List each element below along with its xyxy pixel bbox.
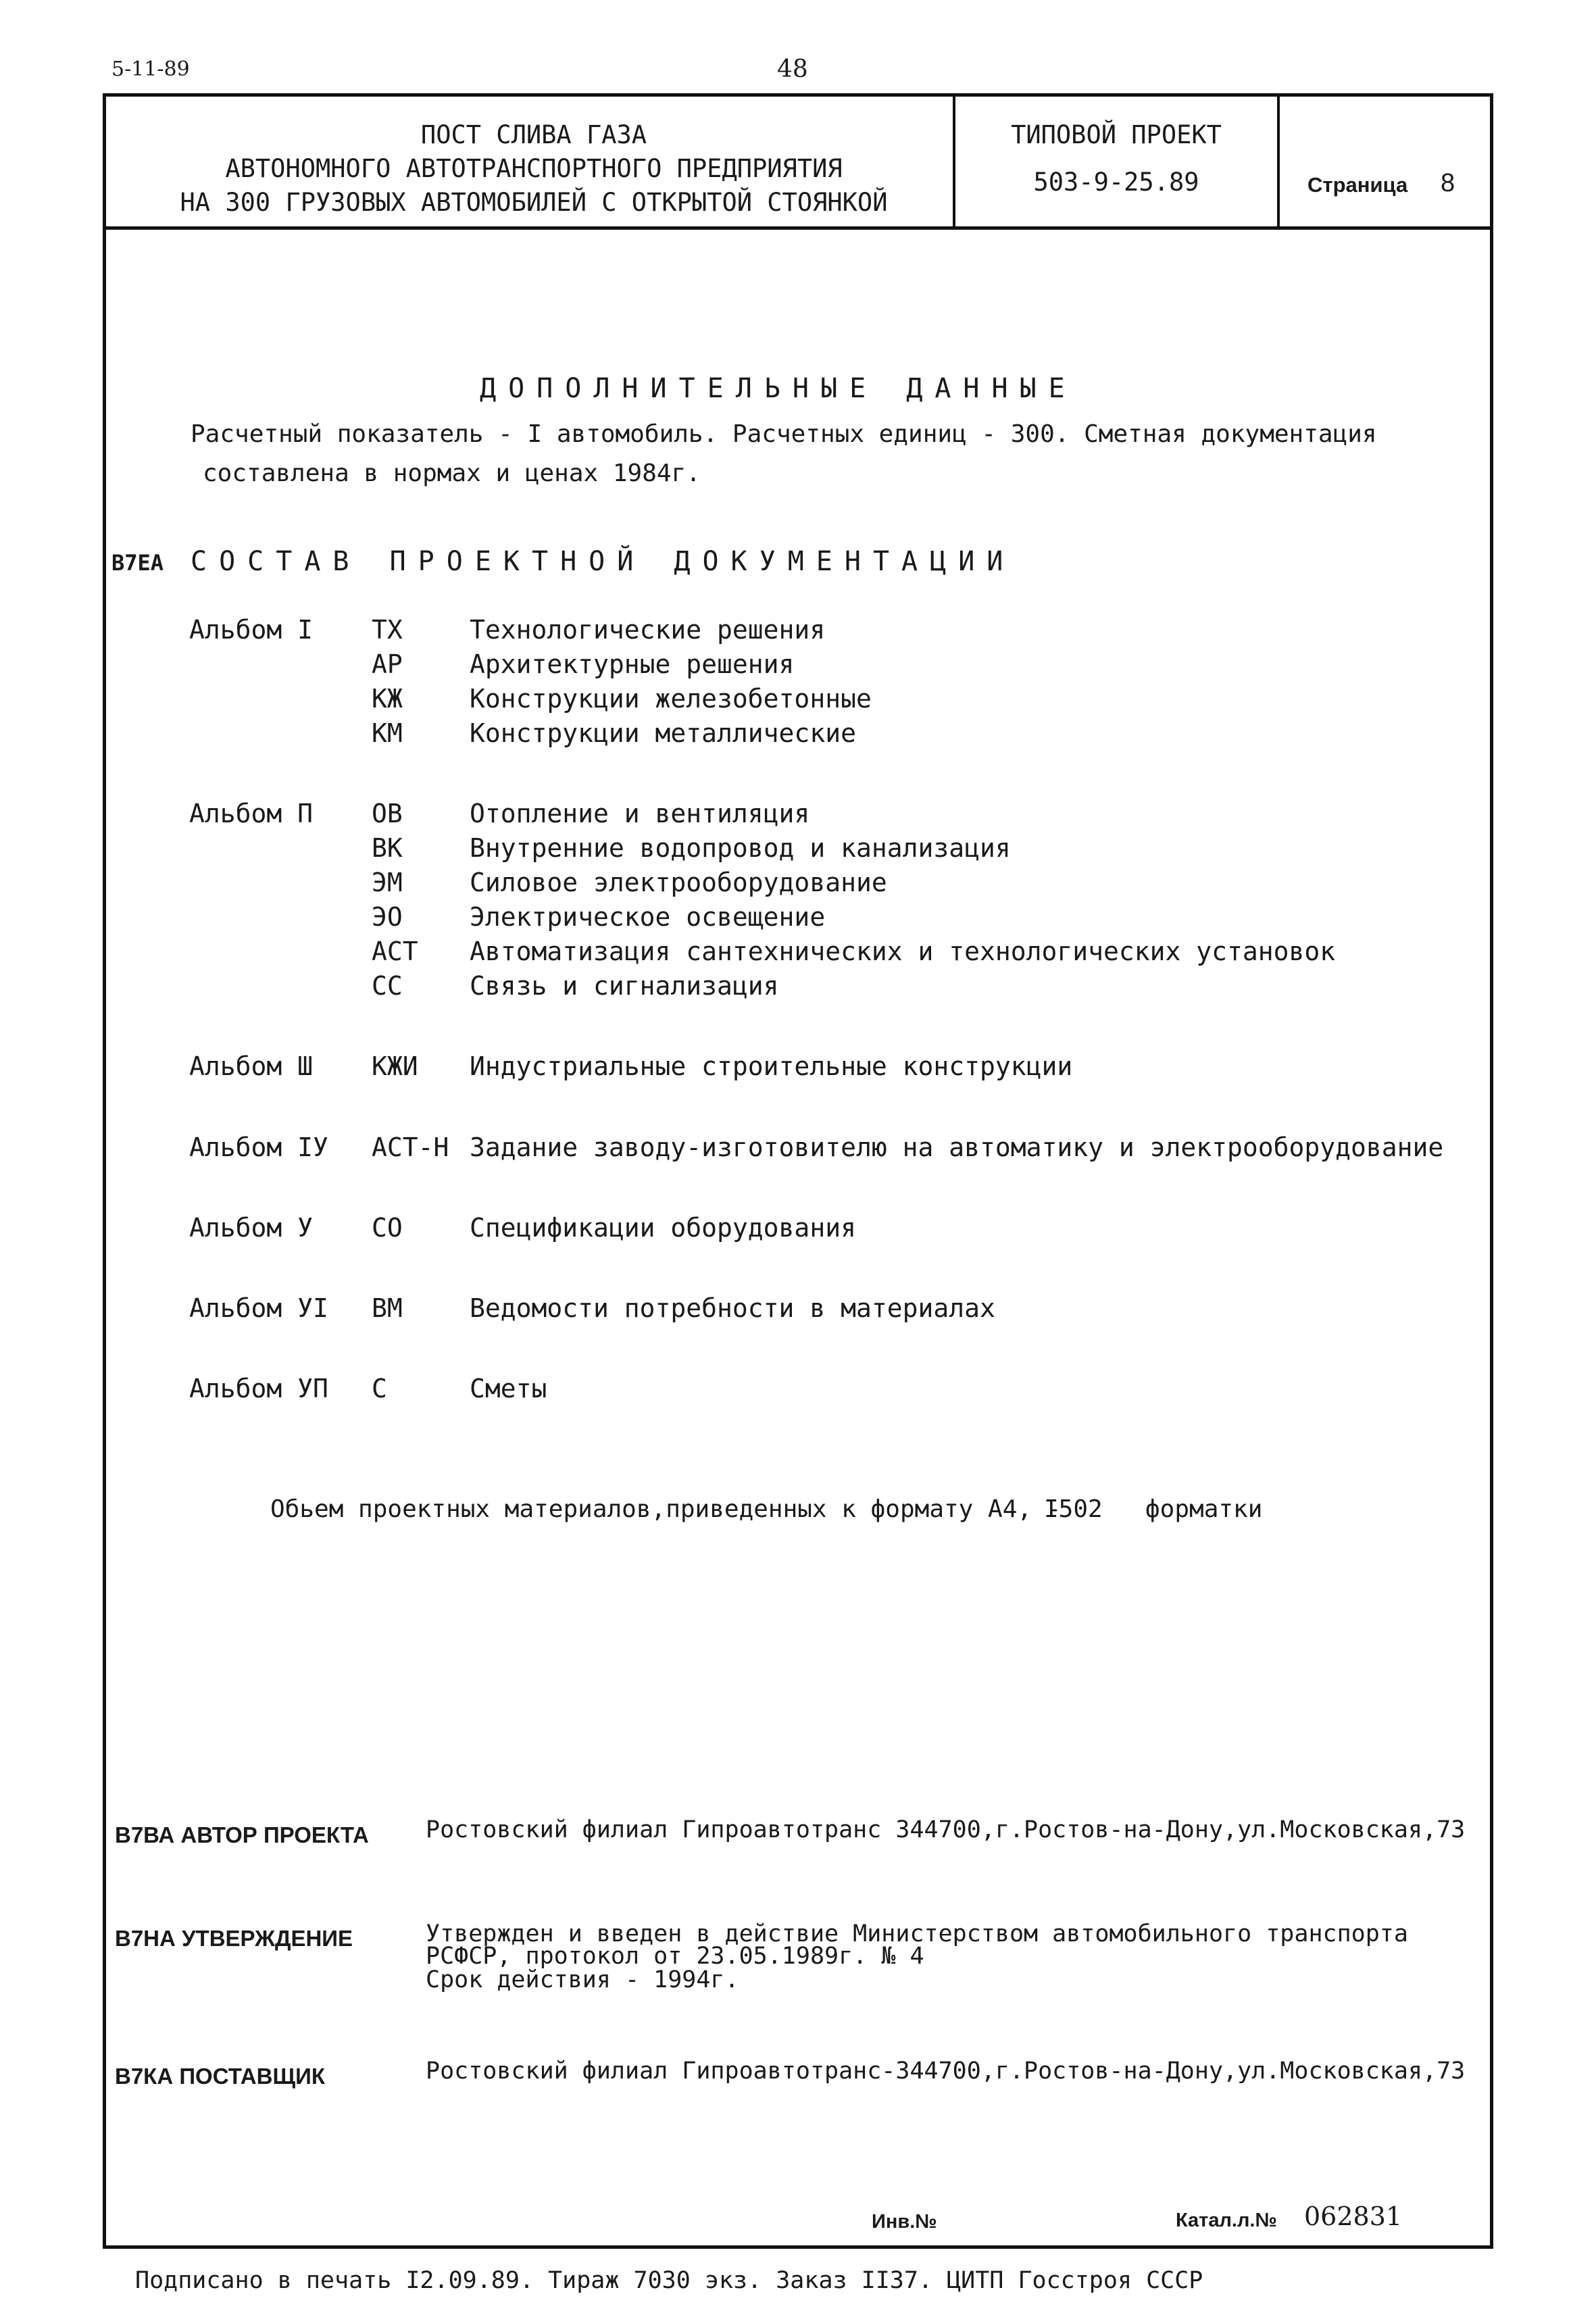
doc-desc: Конструкции металлические [470,718,856,748]
project-number: 503-9-25.89 [1033,168,1199,197]
additional-line-2: составлена в нормах и ценах 1984г. [203,459,701,487]
page-value: 8 [1441,169,1455,197]
doc-code: ВК [372,833,403,863]
volume-value: I502 [1044,1495,1103,1523]
catalog-value: 062831 [1304,2201,1403,2231]
album-label: Альбом Ш [189,1051,314,1081]
album-label: Альбом П [189,799,314,828]
doc-code: ВМ [372,1293,403,1323]
doc-desc: Индустриальные строительные конструкции [470,1051,1073,1081]
composition-title: СОСТАВ ПРОЕКТНОЙ ДОКУМЕНТАЦИИ [191,546,1016,577]
doc-desc: Архитектурные решения [470,649,795,679]
print-info: Подписано в печать I2.09.89. Тираж 7030 экз. Заказ II37. ЦИТП Госстроя СССР [135,2267,1203,2294]
additional-line-1: Расчетный показатель - I автомобиль. Расчетных единиц - 300. Сметная документация [191,420,1377,448]
title-line-3: НА 300 ГРУЗОВЫХ АВТОМОБИЛЕЙ С ОТКРЫТОЙ СТОЯНКОЙ [180,188,888,217]
doc-desc: Отопление и вентиляция [470,799,810,828]
supplier-label: В7КА ПОСТАВЩИК [115,2064,325,2089]
approval-label: В7НА УТВЕРЖДЕНИЕ [115,1926,353,1951]
doc-code: КЖ [372,684,403,714]
doc-desc: Технологические решения [470,615,826,645]
author-label: В7ВА АВТОР ПРОЕКТА [115,1822,369,1847]
top-left-code: 5-11-89 [111,57,190,81]
doc-code: С [372,1374,387,1403]
album-label: Альбом УI [189,1293,328,1323]
doc-desc: Связь и сигнализация [470,971,779,1001]
doc-desc: Силовое электрооборудование [470,868,887,897]
title-block-divider-2 [1277,93,1280,230]
top-page-number: 48 [777,55,808,83]
approval-line-1: Утвержден и введен в действие Министерством автомобильного транспорта [426,1920,1408,1947]
doc-desc: Спецификации оборудования [470,1213,856,1243]
doc-code: ЭМ [372,868,403,897]
doc-code: ОВ [372,799,403,828]
composition-code: В7ЕА [111,550,164,576]
doc-desc: Задание заводу-изготовителю на автоматику и электрооборудование [470,1132,1444,1162]
doc-desc: Конструкции железобетонные [470,684,872,714]
doc-desc: Сметы [470,1374,547,1403]
doc-desc: Ведомости потребности в материалах [470,1293,995,1323]
doc-code: ЭО [372,902,403,932]
additional-data-title: ДОПОЛНИТЕЛЬНЫЕ ДАННЫЕ [480,373,1077,404]
title-line-2: АВТОНОМНОГО АВТОТРАНСПОРТНОГО ПРЕДПРИЯТИЯ [225,154,843,183]
doc-code: СО [372,1213,403,1243]
doc-code: КЖИ [372,1051,418,1081]
doc-code: ТХ [372,615,403,645]
album-label: Альбом IУ [189,1132,328,1162]
doc-code: АСТ-Н [372,1132,449,1162]
album-label: Альбом У [189,1213,314,1243]
approval-line-2: РСФСР, протокол от 23.05.1989г. № 4 [426,1943,924,1970]
doc-code: СС [372,971,403,1001]
doc-code: АР [372,649,403,679]
doc-desc: Электрическое освещение [470,902,826,932]
doc-desc: Автоматизация сантехнических и технологических установок [470,937,1336,966]
title-line-1: ПОСТ СЛИВА ГАЗА [420,120,647,149]
approval-line-3: Срок действия - 1994г. [426,1966,739,1993]
supplier-text: Ростовский филиал Гипроавтотранс-344700,г.Ростов-на-Дону,ул.Московская,73 [426,2058,1466,2085]
volume-text: Обьем проектных материалов,приведенных к формату А4, - [270,1495,1062,1523]
project-label: ТИПОВОЙ ПРОЕКТ [1011,120,1222,149]
album-label: Альбом УП [189,1374,328,1403]
author-text: Ростовский филиал Гипроавтотранс 344700,г.Ростов-на-Дону,ул.Московская,73 [426,1816,1466,1843]
album-label: Альбом I [189,615,314,645]
catalog-label: Катал.л.№ [1176,2210,1277,2231]
doc-code: АСТ [372,937,418,966]
volume-unit: форматки [1145,1495,1263,1523]
inventory-label: Инв.№ [872,2211,937,2233]
doc-desc: Внутренние водопровод и канализация [470,833,1011,863]
title-block-divider-1 [953,93,955,230]
page-label: Страница [1307,173,1408,197]
doc-code: КМ [372,718,403,748]
